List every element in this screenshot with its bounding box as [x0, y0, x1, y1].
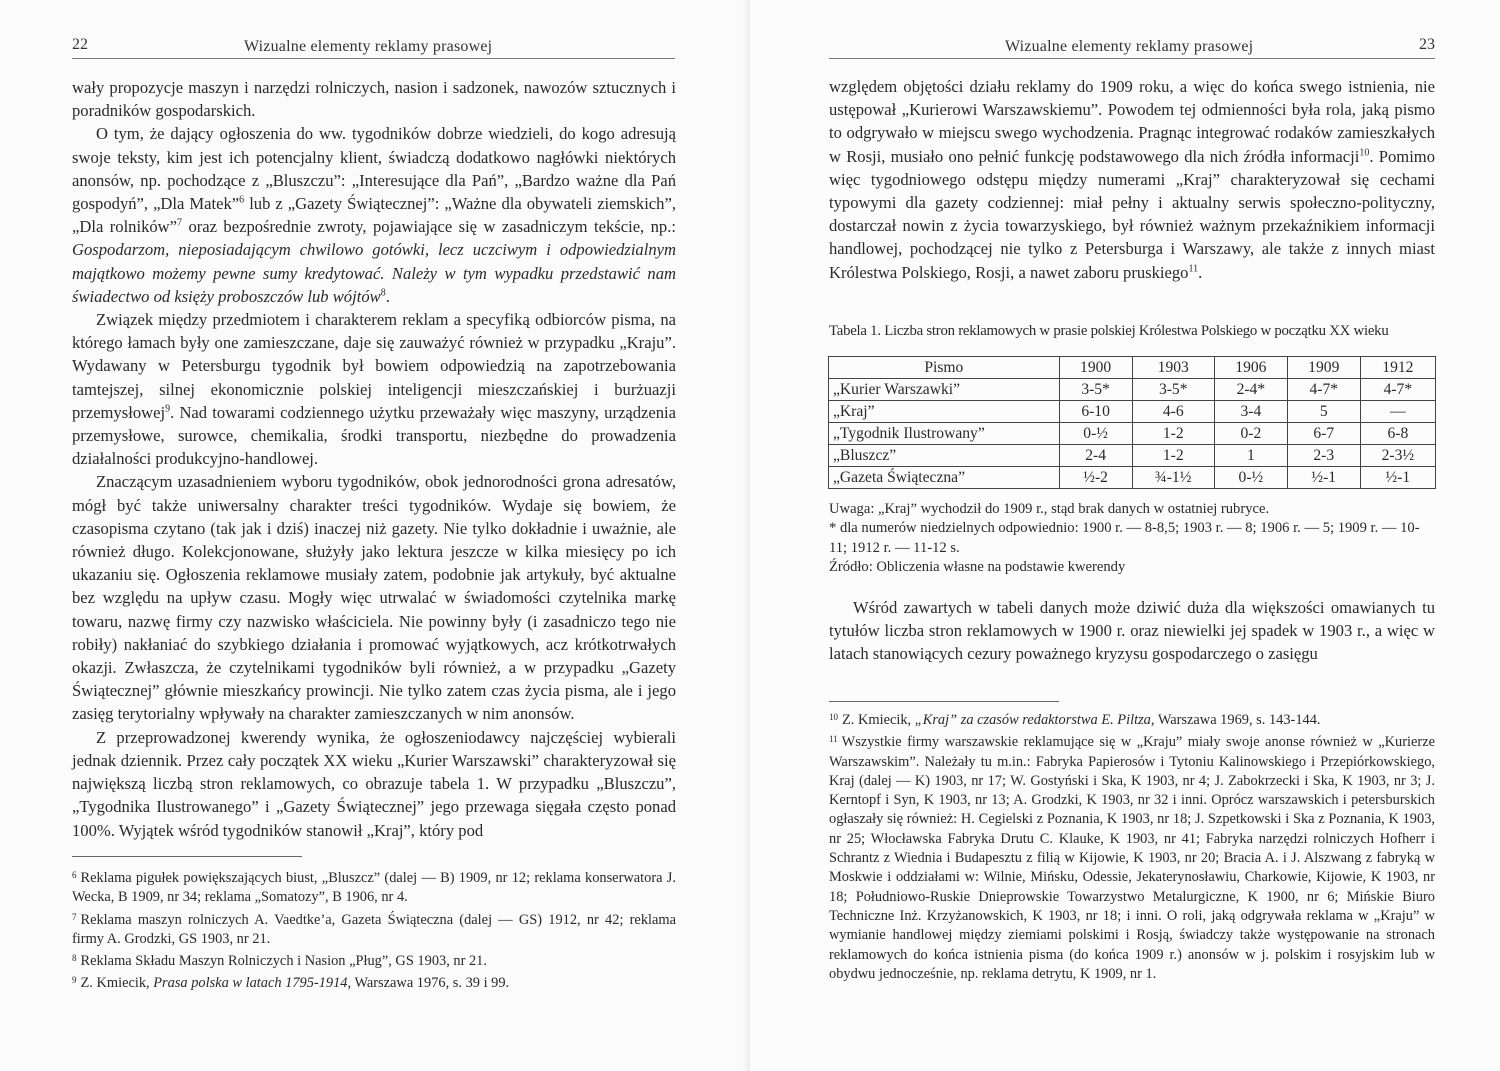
table-row	[829, 379, 1436, 401]
table-cell: „Gazeta Świąteczna”	[829, 467, 1060, 489]
column-header: 1903	[1132, 357, 1214, 379]
table-cell: 3-5*	[1059, 379, 1132, 401]
table-cell: ½-2	[1059, 467, 1132, 489]
footnote-ref: 6	[239, 194, 245, 206]
table-cell: 2-4*	[1214, 379, 1287, 401]
left-body-text	[72, 76, 676, 842]
table-cell: 6-8	[1360, 423, 1435, 445]
paragraph: O tym, że dający ogłoszenia do ww. tygodników dobrze wiedzieli, do kogo adresują swoje teksty, kim jest ich potencjalny klient, świadczą dodatkowo nagłówki niektórych anonsów, np. pochodzące z „Bluszczu”: „Interesujące dla Pań”, „Bardzo ważne dla Pań gospodyń”, „Dla Matek”$^6$ lub z „Gazety Świątecznej”: „Ważne dla obywateli ziemskich”, „Dla rolników”$^7$ oraz bezpośrednie zwroty, pojawiające się w zasadniczym tekście, np.: Gospodarzom, nieposiadającym chwilowo gotówki, lecz uczciwym i odpowiedzialnym majątkowo możemy pewne sumy kredytować. Należy w tym wypadku przedstawić nam świadectwo od księży proboszczów lub wójtów$^8$.	[72, 124, 676, 306]
right-running-head-title: Wizualne elementy reklamy prasowej	[1005, 38, 1254, 55]
footnote-separator	[72, 856, 302, 857]
table-row	[829, 401, 1436, 423]
left-page-number: 22	[72, 36, 88, 53]
footnote: $^7$ Reklama maszyn rolniczych A. Vaedtke’a, Gazeta Świąteczna (dalej — GS) 1912, nr 42; reklama firmy A. Grodzki, GS 1903, nr 21.	[72, 911, 676, 947]
table-row	[829, 423, 1436, 445]
ad-pages-table	[828, 356, 1436, 489]
right-page	[750, 0, 1500, 1071]
footnote: $^6$ Reklama pigułek powiększających biust, „Bluszcz” (dalej — B) 1909, nr 12; reklama konserwatora J. Wecka, B 1909, nr 34; reklama „Somatozy”, B 1906, nr 4.	[72, 870, 676, 906]
table-note: * dla numerów niedzielnych odpowiednio: 1900 r. — 8-8,5; 1903 r. — 8; 1906 r. — 5; 1909 r. — 10-11; 1912 r. — 11-12 s.	[829, 520, 1420, 556]
table-cell: ½-1	[1360, 467, 1435, 489]
table-cell: 0-½	[1059, 423, 1132, 445]
italic-quote: Gospodarzom, nieposiadającym chwilowo gotówki, lecz uczciwym i odpowiedzialnym majątkowo możemy pewne sumy kredytować. Należy w tym wypadku przedstawić nam świadectwo od księży proboszczów lub wójtów	[72, 240, 676, 306]
column-header: Pismo	[829, 357, 1060, 379]
table-cell: —	[1360, 401, 1435, 423]
table-source: Źródło: Obliczenia własne na podstawie kwerendy	[829, 558, 1126, 575]
table-cell: 4-6	[1132, 401, 1214, 423]
footnote: $^8$ Reklama Składu Maszyn Rolniczych i Nasion „Pług”, GS 1903, nr 21.	[72, 953, 487, 970]
right-body-text-after-table	[829, 596, 1435, 666]
footnote-ref: 8	[380, 287, 386, 299]
table-notes	[829, 500, 1435, 577]
table-cell: 0-½	[1214, 467, 1287, 489]
paragraph: względem objętości działu reklamy do 1909 roku, a więc do końca swego istnienia, nie ustępował „Kurierowi Warszawskiemu”. Powodem tej odmienności była rola, jaką pismo to odgrywało w miejscu swego wychodzenia. Pragnąc integrować rodaków zamieszkałych w Rosji, musiało ono pełnić funkcję podstawowego dla nich źródła informacji$^{10}$. Pomimo więc tygodniowego odstępu między numerami „Kraj” charakteryzował się cechami typowymi dla gazety codziennej: miał pełny i aktualny serwis społeczno-polityczny, dostarczał nowin z życia towarzyskiego, był również ważnym przekaźnikiem informacji handlowej, pochodzącej nie tylko z Petersburga i Warszawy, ale także z innych miast Królestwa Polskiego, Rosji, a nawet zaboru pruskiego$^{11}$.	[829, 77, 1436, 282]
table-cell: 4-7*	[1360, 379, 1435, 401]
table-cell: 2-4	[1059, 445, 1132, 467]
table-row	[829, 445, 1436, 467]
footnote-ref: 11	[1188, 263, 1199, 275]
table-note: Uwaga: „Kraj” wychodził do 1909 r., stąd brak danych w ostatniej rubryce.	[829, 501, 1270, 517]
column-header: 1909	[1287, 357, 1360, 379]
table-cell: ½-1	[1287, 467, 1360, 489]
footnote-separator	[829, 701, 1059, 702]
table-cell: „Bluszcz”	[829, 445, 1060, 467]
column-header: 1912	[1360, 357, 1435, 379]
paragraph: Związek między przedmiotem i charakterem reklam a specyfiką odbiorców pisma, na którego łamach były one zamieszczane, daje się zauważyć również w przypadku „Kraju”. Wydawany w Petersburgu tygodnik był bowiem odpowiedzią na zapotrzebowania tamtejszej, silnej ekonomicznie polskiej inteligencji mieszczańskiej i burżuazji przemysłowej$^9$. Nad towarami codziennego użytku przeważały więc maszyny, urządzenia przemysłowe, surowce, chemikalia, środki transportu, niezbędne do prowadzenia działalności produkcyjno-handlowej.	[72, 310, 676, 469]
footnote: $^{10}$ Z. Kmiecik, „Kraj” za czasów redaktorstwa E. Piltza, Warszawa 1969, s. 143-144.	[829, 712, 1321, 728]
column-header: 1900	[1059, 357, 1132, 379]
table-cell: 6-10	[1059, 401, 1132, 423]
left-running-header	[72, 34, 675, 59]
paragraph: Z przeprowadzonej kwerendy wynika, że ogłoszeniodawcy najczęściej wybierali jednak dziennik. Przez cały początek XX wieku „Kurier Warszawski” charakteryzował się największą liczbą stron reklamowych, co obrazuje tabela 1. W przypadku „Bluszczu”, „Tygodnika Ilustrowanego” i „Gazety Świątecznej” jego przewaga sięgała często ponad 100%. Wyjątek wśród tygodników stanowił „Kraj”, który pod	[72, 727, 676, 840]
table-cell: 1-2	[1132, 445, 1214, 467]
footnote-ref: 7	[177, 217, 183, 229]
column-header: 1906	[1214, 357, 1287, 379]
footnote: $^9$ Z. Kmiecik, Prasa polska w latach 1795-1914, Warszawa 1976, s. 39 i 99.	[72, 975, 510, 992]
table-cell: „Kurier Warszawki”	[829, 379, 1060, 401]
table-cell: 4-7*	[1287, 379, 1360, 401]
paragraph: wały propozycje maszyn i narzędzi rolniczych, nasion i sadzonek, nawozów sztucznych i poradników gospodarskich.	[72, 78, 676, 121]
footnote: $^{11}$ Wszystkie firmy warszawskie reklamujące się w „Kraju” miały swoje anonse również w „Kurierze Warszawskim”. Należały tu m.in.: Fabryka Papierosów i Tytoniu Kalinowskiego i Przepiórkowskiego, Kraj (dalej — K) 1903, nr 17; W. Gostyński i Ska, K 1903, nr 4; J. Zabokrzecki i Ska, K 1903, nr 3; J. Kerntopf i Syn, K 1903, nr 13; A. Grodzki, K 1903, nr 32 i inni. Oprócz warszawskich i petersburskich ogłaszały się również: H. Cegielski z Poznania, K 1903, nr 18; J. Szpetkowski i Ska z Poznania, K 1903, nr 25; Włocławska Fabryka Drutu C. Klauke, K 1903, nr 41; Fabryka narzędzi rolniczych Hofherr i Schrantz z Wiednia i Budapesztu z filią w Kijowie, K 1903, nr 20; Bracia A. i J. Alszwang z fabryką w Moskwie i oddziałami w: Wilnie, Mińsku, Odessie, Jekaterynosławiu, Charkowie, Kijowie, K 1903, nr 18; Południowo-Ruskie Dnieprowskie Towarzystwo Metalurgiczne, K 1900, nr 6; Mińskie Biuro Techniczne Inż. Krzyżanowskich, K 1903, nr 18; i inni. O roli, jaką odgrywała reklama w „Kraju” w wymianie handlowej między ziemiami polskimi i Rosją, świadczy także występowanie na stronach reklamowych do końca istnienia pisma (do końca 1909 r.) anonsów w j. polskim i rosyjskim lub w obydwu jednocześnie, np. reklama detrytu, K 1909, nr 1.	[829, 734, 1435, 982]
table-cell: 2-3½	[1360, 445, 1435, 467]
table-cell: 2-3	[1287, 445, 1360, 467]
left-running-head-title: Wizualne elementy reklamy prasowej	[244, 38, 493, 55]
right-body-text	[829, 75, 1435, 284]
right-footnotes	[829, 708, 1435, 984]
table-cell: 0-2	[1214, 423, 1287, 445]
table-cell: „Kraj”	[829, 401, 1060, 423]
left-footnotes	[72, 866, 676, 994]
paragraph: Wśród zawartych w tabeli danych może dziwić duża dla większości omawianych tu tytułów liczba stron reklamowych w 1900 r. oraz niewielki jej spadek w 1903 r., a więc w latach stanowiących cezury poważnego kryzysu gospodarczego o zasięgu	[829, 598, 1435, 664]
table-cell: 3-5*	[1132, 379, 1214, 401]
table-cell: 6-7	[1287, 423, 1360, 445]
table-cell: 1	[1214, 445, 1287, 467]
table-cell: 5	[1287, 401, 1360, 423]
footnote-ref: 9	[165, 403, 171, 415]
table-cell: 3-4	[1214, 401, 1287, 423]
right-running-header	[829, 34, 1435, 59]
footnote-ref: 10	[1359, 147, 1370, 159]
table-caption: Tabela 1. Liczba stron reklamowych w prasie polskiej Królestwa Polskiego w początku XX wieku	[829, 323, 1389, 339]
paragraph: Znaczącym uzasadnieniem wyboru tygodników, obok jednorodności grona adresatów, mógł być także uniwersalny charakter treści tygodników. Wydaje się bowiem, że czasopisma czytano (tak jak i dziś) inaczej niż gazety. Nie tylko dokładnie i uważnie, ale również długo. Kolekcjonowane, służyły jako lektura jeszcze w kilka miesięcy po ich ukazaniu się. Ogłoszenia reklamowe musiały zatem, podobnie jak artykuły, być aktualne bez względu na upływ czasu. Mogły więc utrwalać w świadomości czytelnika markę towaru, nazwę firmy czy nazwisko właściciela. Nie powinny były (i zasadniczo tego nie robiły) nakłaniać do szybkiego działania i promować wyjątkowych, acz krótkotrwałych okazji. Zwłaszcza, że czytelnikami tygodników byli również, a w przypadku „Gazety Świątecznej” głównie mieszkańcy prowincji. Nie tylko zatem czas życia pisma, ale i jego zasięg terytorialny wpływały na charakter zamieszczanych w nim anonsów.	[72, 472, 676, 724]
right-page-number: 23	[1419, 36, 1435, 53]
table-cell: „Tygodnik Ilustrowany”	[829, 423, 1060, 445]
table-header-row	[829, 357, 1436, 379]
table-cell: 1-2	[1132, 423, 1214, 445]
table-cell: ¾-1½	[1132, 467, 1214, 489]
table-row	[829, 467, 1436, 489]
